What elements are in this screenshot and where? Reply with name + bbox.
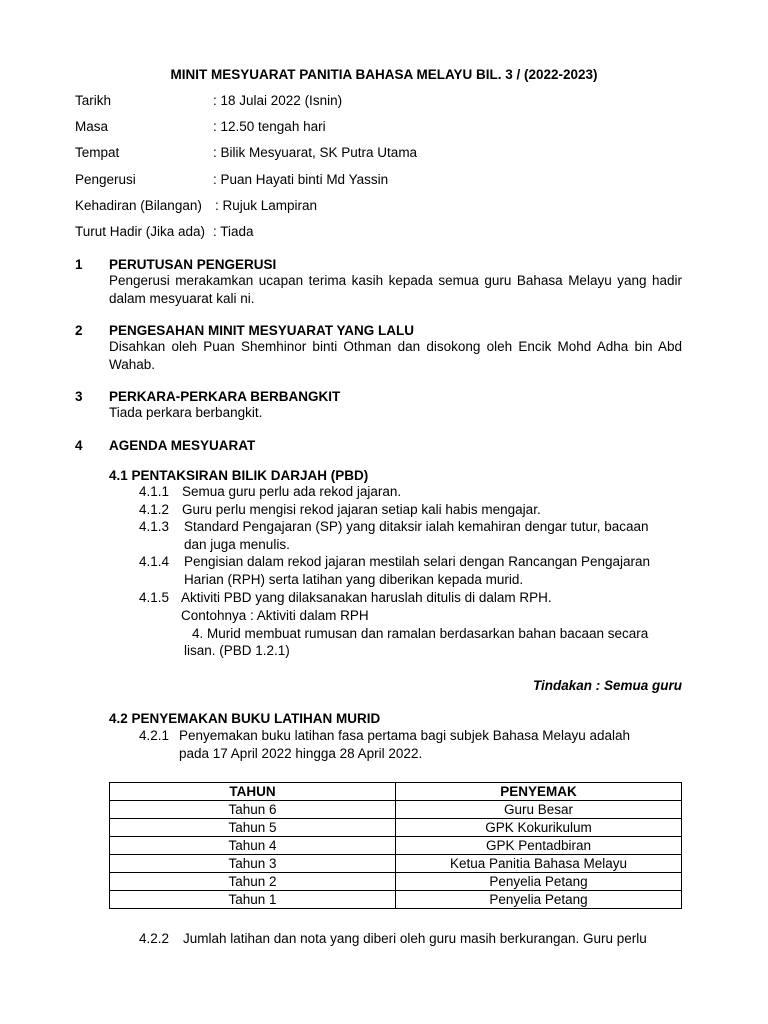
table-row: [110, 891, 682, 909]
section-heading: PENGESAHAN MINIT MESYUARAT YANG LALU: [109, 323, 415, 338]
table-cell: Tahun 6: [110, 801, 396, 819]
item-continuation: Harian (RPH) serta latihan yang diberikan kepada murid.: [184, 572, 524, 587]
table-row: [110, 855, 682, 873]
section-heading: PERUTUSAN PENGERUSI: [109, 257, 277, 272]
meta-value: : Bilik Mesyuarat, SK Putra Utama: [213, 145, 418, 160]
item-text: Semua guru perlu ada rekod jajaran.: [182, 484, 402, 499]
meta-value: : Tiada: [213, 224, 254, 239]
section-number: 1: [75, 257, 83, 272]
section-paragraph: Disahkan oleh Puan Shemhinor binti Othman dan disokong oleh Encik Mohd Adha bin Abd Wahab.: [109, 339, 682, 372]
column-header: PENYEMAK: [396, 783, 682, 801]
table-row: [110, 873, 682, 891]
item-number: 4.1.2: [139, 502, 170, 517]
item-number: 4.2.2: [139, 931, 170, 946]
meta-label: Masa: [75, 119, 109, 134]
item-number: 4.1.4: [139, 554, 170, 569]
table-row: [110, 837, 682, 855]
section-heading: AGENDA MESYUARAT: [109, 438, 256, 453]
column-header: TAHUN: [110, 783, 396, 801]
meta-value: : Rujuk Lampiran: [215, 198, 318, 213]
meta-label: Kehadiran (Bilangan): [75, 198, 202, 213]
item-text: Standard Pengajaran (SP) yang ditaksir ialah kemahiran dengar tutur, bacaan: [184, 519, 649, 534]
table-cell: GPK Pentadbiran: [396, 837, 682, 855]
meta-value: : 12.50 tengah hari: [213, 119, 326, 134]
meta-label: Tarikh: [75, 93, 112, 108]
item-number: 4.2.1: [139, 728, 170, 743]
item-number: 4.1.3: [139, 519, 170, 534]
item-continuation: pada 17 April 2022 hingga 28 April 2022.: [179, 746, 423, 761]
reviewer-table: [109, 782, 682, 909]
table-row: [110, 819, 682, 837]
section-paragraph: Tiada perkara berbangkit.: [109, 405, 263, 420]
meta-label: Pengerusi: [75, 172, 136, 187]
section-heading: PERKARA-PERKARA BERBANGKIT: [109, 389, 341, 404]
item-text: Guru perlu mengisi rekod jajaran setiap kali habis mengajar.: [182, 502, 541, 517]
meta-value: : Puan Hayati binti Md Yassin: [213, 172, 389, 187]
table-cell: Tahun 3: [110, 855, 396, 873]
table-cell: Ketua Panitia Bahasa Melayu: [396, 855, 682, 873]
section-number: 2: [75, 323, 83, 338]
table-cell: Tahun 5: [110, 819, 396, 837]
item-text: Pengisian dalam rekod jajaran mestilah selari dengan Rancangan Pengajaran: [184, 554, 651, 569]
table-cell: Penyelia Petang: [396, 891, 682, 909]
example-line: 4. Murid membuat rumusan dan ramalan berdasarkan bahan bacaan secara: [192, 626, 649, 641]
meta-label: Turut Hadir (Jika ada): [75, 224, 206, 239]
section-number: 3: [75, 389, 83, 404]
table-cell: Tahun 4: [110, 837, 396, 855]
table-cell: Guru Besar: [396, 801, 682, 819]
item-text: Aktiviti PBD yang dilaksanakan haruslah ditulis di dalam RPH.: [181, 590, 552, 605]
table-header-row: [110, 783, 682, 801]
meta-value: : 18 Julai 2022 (Isnin): [213, 93, 343, 108]
example-line: lisan. (PBD 1.2.1): [184, 643, 290, 658]
table-cell: Tahun 1: [110, 891, 396, 909]
item-number: 4.1.1: [139, 484, 170, 499]
subsection-heading: 4.1 PENTAKSIRAN BILIK DARJAH (PBD): [109, 468, 369, 483]
item-text: Penyemakan buku latihan fasa pertama bagi subjek Bahasa Melayu adalah: [179, 728, 631, 743]
table-cell: Tahun 2: [110, 873, 396, 891]
item-text: Jumlah latihan dan nota yang diberi oleh guru masih berkurangan. Guru perlu: [183, 931, 647, 946]
table-row: [110, 801, 682, 819]
subsection-heading: 4.2 PENYEMAKAN BUKU LATIHAN MURID: [109, 711, 381, 726]
document-title: MINIT MESYUARAT PANITIA BAHASA MELAYU BIL. 3 / (2022-2023): [170, 67, 598, 82]
action-note: Tindakan : Semua guru: [532, 678, 682, 693]
table-cell: Penyelia Petang: [396, 873, 682, 891]
table-cell: GPK Kokurikulum: [396, 819, 682, 837]
meta-label: Tempat: [75, 145, 120, 160]
section-number: 4: [75, 438, 83, 453]
item-number: 4.1.5: [139, 590, 170, 605]
section-paragraph: Pengerusi merakamkan ucapan terima kasih kepada semua guru Bahasa Melayu yang hadir dalam mesyuarat kali ni.: [109, 273, 682, 306]
item-continuation: dan juga menulis.: [184, 537, 290, 552]
example-label: Contohnya : Aktiviti dalam RPH: [181, 608, 369, 623]
